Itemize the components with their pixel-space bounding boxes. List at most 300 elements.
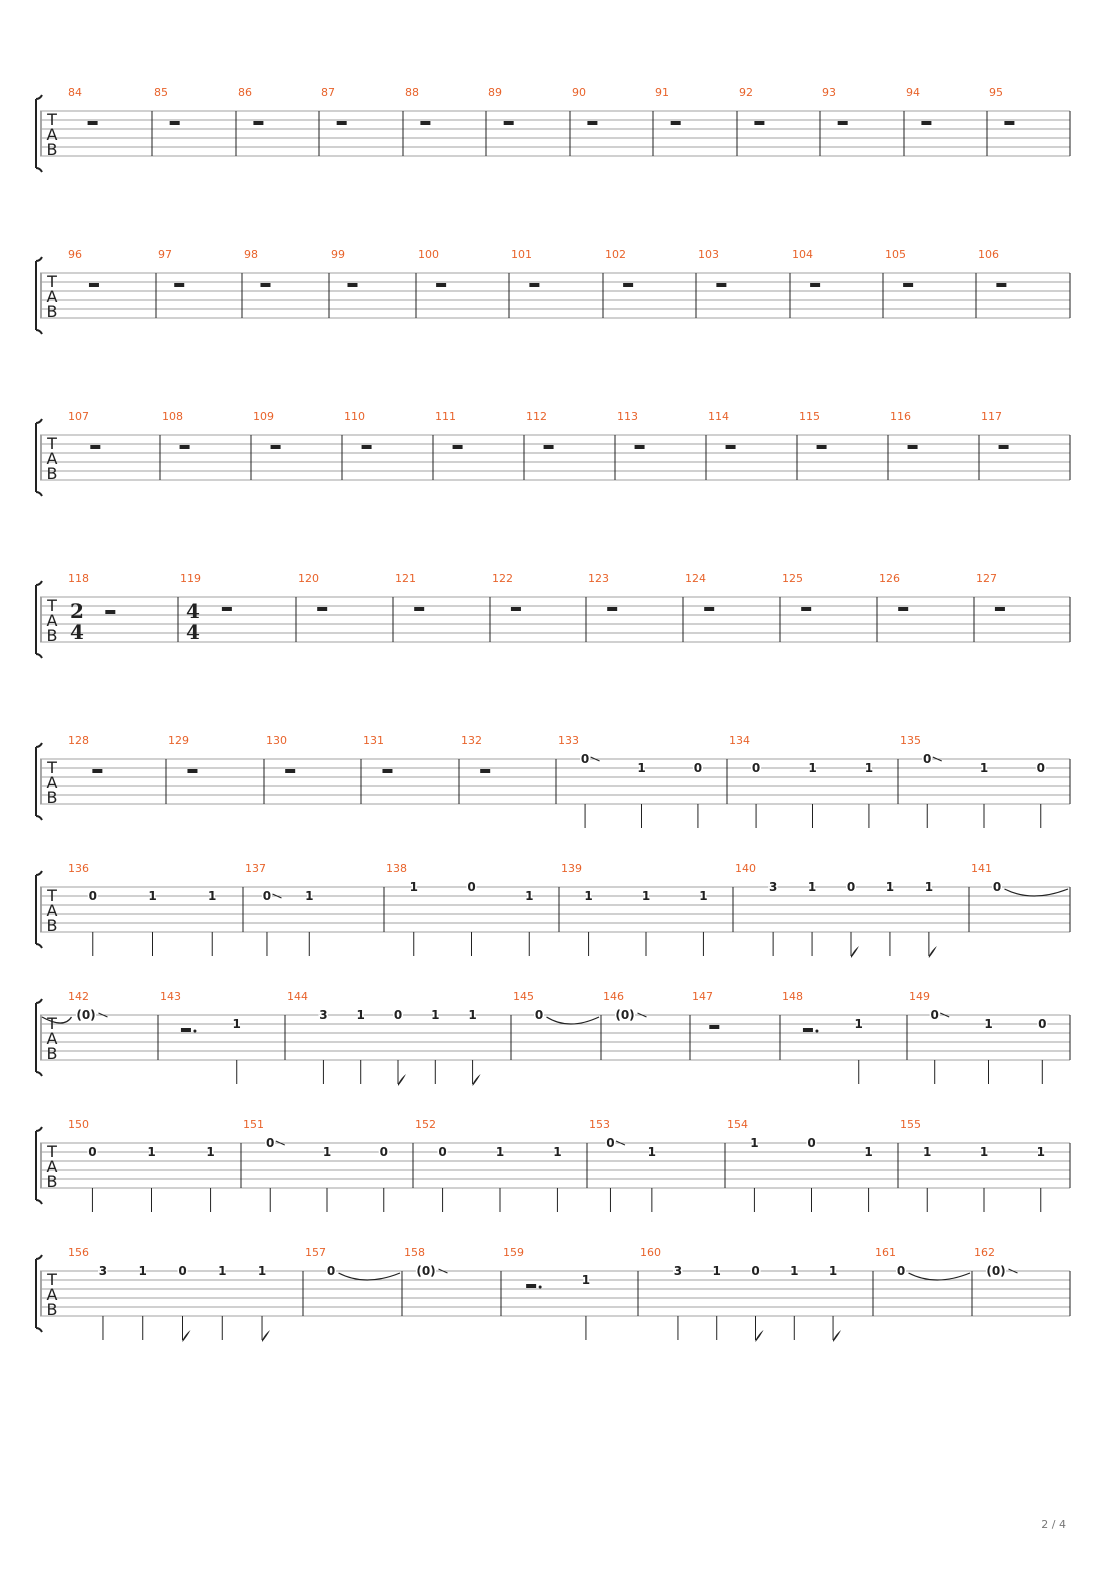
fret-number: 1 bbox=[584, 889, 593, 903]
whole-rest bbox=[801, 607, 811, 611]
fret-number: 1 bbox=[468, 1008, 477, 1022]
whole-rest bbox=[180, 445, 190, 449]
measure bbox=[981, 410, 1009, 449]
tab-clef-letter: A bbox=[46, 1285, 58, 1304]
fret-number: 1 bbox=[984, 1017, 993, 1031]
measure-number: 145 bbox=[513, 990, 534, 1003]
fret-number: (0) bbox=[416, 1264, 436, 1278]
measure bbox=[68, 86, 98, 125]
tie-arc bbox=[339, 1273, 401, 1280]
measure bbox=[617, 410, 645, 449]
measure bbox=[386, 862, 533, 956]
fret-number: 1 bbox=[641, 889, 651, 903]
whole-rest bbox=[480, 769, 490, 773]
fret-number: 0 bbox=[807, 1136, 816, 1150]
measure bbox=[158, 248, 184, 287]
dotted-half-rest bbox=[181, 1028, 191, 1032]
measure-number: 138 bbox=[386, 862, 407, 875]
fret-number: 1 bbox=[147, 1145, 156, 1159]
fret-number: 0 bbox=[467, 880, 476, 894]
measure-number: 123 bbox=[588, 572, 609, 585]
whole-rest bbox=[996, 283, 1006, 287]
time-sig-bottom: 4 bbox=[70, 620, 84, 644]
tab-system bbox=[36, 572, 1070, 658]
measure-number: 98 bbox=[244, 248, 258, 261]
measure-number: 115 bbox=[799, 410, 820, 423]
eighth-flag bbox=[851, 946, 859, 958]
whole-rest bbox=[382, 769, 392, 773]
measure-number: 88 bbox=[405, 86, 419, 99]
fret-number: 0 bbox=[1038, 1017, 1047, 1031]
measure bbox=[735, 862, 937, 958]
whole-rest bbox=[90, 445, 100, 449]
fret-number: (0) bbox=[76, 1008, 96, 1022]
measure bbox=[363, 734, 392, 773]
fret-number: 0 bbox=[992, 880, 1002, 894]
whole-rest bbox=[504, 121, 514, 125]
measure-number: 87 bbox=[321, 86, 335, 99]
measure bbox=[792, 248, 820, 287]
fret-number: 1 bbox=[807, 880, 817, 894]
whole-rest bbox=[587, 121, 597, 125]
measure-number: 114 bbox=[708, 410, 729, 423]
fret-number: 3 bbox=[768, 880, 778, 894]
whole-rest bbox=[260, 283, 270, 287]
tab-clef-letter: B bbox=[46, 788, 58, 807]
measure-number: 134 bbox=[729, 734, 750, 747]
rest-dot bbox=[815, 1030, 818, 1033]
measure-number: 159 bbox=[503, 1246, 524, 1259]
fret-number: (0) bbox=[986, 1264, 1006, 1278]
measure-number: 153 bbox=[589, 1118, 610, 1131]
measure bbox=[782, 990, 863, 1084]
measure bbox=[154, 86, 180, 125]
tab-clef-letter: B bbox=[46, 1044, 58, 1063]
measure-number: 127 bbox=[976, 572, 997, 585]
measure bbox=[253, 410, 281, 449]
tie-arc bbox=[909, 1273, 971, 1280]
whole-rest bbox=[174, 283, 184, 287]
eighth-flag bbox=[262, 1330, 270, 1342]
measure-number: 99 bbox=[331, 248, 345, 261]
tab-clef-letter: T bbox=[47, 110, 57, 129]
tab-system bbox=[36, 734, 1070, 828]
fret-number: 1 bbox=[138, 1264, 147, 1278]
fret-number: 1 bbox=[525, 889, 534, 903]
fret-number: 1 bbox=[409, 880, 418, 894]
tab-clef-letter: B bbox=[46, 464, 58, 483]
measure bbox=[405, 86, 430, 125]
measure-number: 118 bbox=[68, 572, 89, 585]
measure bbox=[989, 86, 1014, 125]
measure-number: 101 bbox=[511, 248, 532, 261]
tab-clef-letter: A bbox=[46, 125, 58, 144]
measure bbox=[692, 990, 719, 1029]
measure bbox=[435, 410, 463, 449]
fret-number: 1 bbox=[712, 1264, 721, 1278]
tab-clef-letter: B bbox=[46, 302, 58, 321]
measure-number: 119 bbox=[180, 572, 201, 585]
whole-rest bbox=[362, 445, 372, 449]
measure bbox=[503, 1246, 590, 1340]
fret-number: 1 bbox=[356, 1008, 365, 1022]
fret-number: 0 bbox=[751, 1264, 760, 1278]
whole-rest bbox=[170, 121, 180, 125]
whole-rest bbox=[453, 445, 463, 449]
whole-rest bbox=[544, 445, 554, 449]
whole-rest bbox=[222, 607, 232, 611]
measure bbox=[68, 862, 216, 956]
measure bbox=[68, 734, 102, 773]
eighth-flag bbox=[833, 1330, 841, 1342]
eighth-flag bbox=[398, 1074, 406, 1086]
measure-number: 133 bbox=[558, 734, 579, 747]
page-number: 2 / 4 bbox=[1041, 1518, 1066, 1531]
tab-clef-letter: B bbox=[46, 916, 58, 935]
time-sig-top: 4 bbox=[186, 599, 200, 623]
measure bbox=[513, 990, 599, 1024]
fret-number: (0) bbox=[615, 1008, 635, 1022]
fret-number: 0 bbox=[606, 1136, 615, 1150]
measure-number: 162 bbox=[974, 1246, 995, 1259]
measure bbox=[526, 410, 554, 449]
measure-number: 144 bbox=[287, 990, 308, 1003]
measure-number: 142 bbox=[68, 990, 89, 1003]
measure-number: 149 bbox=[909, 990, 930, 1003]
fret-number: 1 bbox=[924, 880, 934, 894]
measure-number: 116 bbox=[890, 410, 911, 423]
measure bbox=[885, 248, 913, 287]
measure-number: 151 bbox=[243, 1118, 264, 1131]
measure bbox=[395, 572, 424, 611]
fret-number: 1 bbox=[581, 1273, 591, 1287]
whole-rest bbox=[89, 283, 99, 287]
measure bbox=[461, 734, 490, 773]
measure-number: 157 bbox=[305, 1246, 326, 1259]
measure-number: 93 bbox=[822, 86, 836, 99]
measure bbox=[68, 248, 99, 287]
measure-number: 104 bbox=[792, 248, 813, 261]
whole-rest bbox=[420, 121, 430, 125]
whole-rest bbox=[704, 607, 714, 611]
measure bbox=[160, 990, 241, 1084]
measure bbox=[305, 1246, 400, 1280]
measure bbox=[243, 1118, 388, 1212]
fret-number: 1 bbox=[431, 1008, 440, 1022]
measure bbox=[331, 248, 357, 287]
measure bbox=[890, 410, 918, 449]
whole-rest bbox=[271, 445, 281, 449]
tab-clef-letter: A bbox=[46, 287, 58, 306]
measure bbox=[900, 1118, 1045, 1212]
tab-clef-letter: T bbox=[47, 1142, 57, 1161]
tab-clef-letter: B bbox=[46, 140, 58, 159]
measure bbox=[298, 572, 327, 611]
measure bbox=[906, 86, 931, 125]
whole-rest bbox=[817, 445, 827, 449]
measure-number: 91 bbox=[655, 86, 669, 99]
fret-number: 1 bbox=[979, 1145, 989, 1159]
measure-number: 135 bbox=[900, 734, 921, 747]
tab-system bbox=[36, 1118, 1070, 1212]
tab-clef-letter: B bbox=[46, 626, 58, 645]
measure bbox=[415, 1118, 562, 1212]
measure-number: 139 bbox=[561, 862, 582, 875]
measure-number: 140 bbox=[735, 862, 756, 875]
measure bbox=[729, 734, 873, 828]
whole-rest bbox=[285, 769, 295, 773]
measure bbox=[266, 734, 295, 773]
measure bbox=[978, 248, 1006, 287]
whole-rest bbox=[838, 121, 848, 125]
measure-number: 137 bbox=[245, 862, 266, 875]
fret-number: 0 bbox=[266, 1136, 275, 1150]
measure-number: 148 bbox=[782, 990, 803, 1003]
whole-rest bbox=[92, 769, 102, 773]
measure bbox=[572, 86, 597, 125]
whole-rest bbox=[908, 445, 918, 449]
tab-clef-letter: A bbox=[46, 449, 58, 468]
fret-number: 0 bbox=[580, 752, 590, 766]
measure-number: 146 bbox=[603, 990, 624, 1003]
tab-clef-letter: B bbox=[46, 1172, 58, 1191]
half-rest bbox=[105, 610, 115, 614]
fret-number: 1 bbox=[750, 1136, 759, 1150]
time-sig-bottom: 4 bbox=[186, 620, 200, 644]
measure bbox=[558, 734, 702, 828]
measure bbox=[588, 572, 617, 611]
measure bbox=[605, 248, 633, 287]
measure-number: 150 bbox=[68, 1118, 89, 1131]
whole-rest bbox=[1004, 121, 1014, 125]
tab-system bbox=[36, 248, 1070, 334]
time-sig-top: 2 bbox=[70, 599, 84, 623]
dotted-half-rest bbox=[526, 1284, 536, 1288]
measure-number: 156 bbox=[68, 1246, 89, 1259]
fret-number: 1 bbox=[232, 1017, 241, 1031]
fret-number: 1 bbox=[1036, 1145, 1045, 1159]
whole-rest bbox=[671, 121, 681, 125]
measure bbox=[168, 734, 197, 773]
fret-number: 0 bbox=[88, 889, 97, 903]
measure-number: 97 bbox=[158, 248, 172, 261]
measure-number: 141 bbox=[971, 862, 992, 875]
measure-number: 113 bbox=[617, 410, 638, 423]
tab-clef-letter: A bbox=[46, 1157, 58, 1176]
tab-clef-letter: T bbox=[47, 596, 57, 615]
fret-number: 1 bbox=[854, 1017, 863, 1031]
measure-number: 90 bbox=[572, 86, 586, 99]
measure-number: 158 bbox=[404, 1246, 425, 1259]
fret-number: 0 bbox=[262, 889, 272, 903]
measure-number: 117 bbox=[981, 410, 1002, 423]
measure bbox=[879, 572, 908, 611]
whole-rest bbox=[995, 607, 1005, 611]
whole-rest bbox=[903, 283, 913, 287]
measure-number: 136 bbox=[68, 862, 89, 875]
measure bbox=[68, 410, 100, 449]
measure bbox=[685, 572, 714, 611]
fret-number: 1 bbox=[305, 889, 314, 903]
measure bbox=[511, 248, 539, 287]
measure-number: 84 bbox=[68, 86, 82, 99]
measure bbox=[974, 1246, 1018, 1278]
measure-number: 94 bbox=[906, 86, 920, 99]
tab-clef-letter: A bbox=[46, 901, 58, 920]
measure-number: 106 bbox=[978, 248, 999, 261]
fret-number: 0 bbox=[1036, 761, 1045, 775]
tab-clef-letter: T bbox=[47, 886, 57, 905]
fret-number: 0 bbox=[930, 1008, 939, 1022]
measure bbox=[418, 248, 446, 287]
measure-number: 152 bbox=[415, 1118, 436, 1131]
fret-number: 0 bbox=[693, 761, 703, 775]
measure-number: 109 bbox=[253, 410, 274, 423]
whole-rest bbox=[635, 445, 645, 449]
fret-number: 0 bbox=[846, 880, 856, 894]
whole-rest bbox=[511, 607, 521, 611]
measure bbox=[244, 248, 270, 287]
tab-clef-letter: A bbox=[46, 611, 58, 630]
measure bbox=[799, 410, 827, 449]
fret-number: 0 bbox=[534, 1008, 544, 1022]
whole-rest bbox=[921, 121, 931, 125]
tab-clef-letter: A bbox=[46, 773, 58, 792]
whole-rest bbox=[716, 283, 726, 287]
measure-number: 130 bbox=[266, 734, 287, 747]
tab-clef-letter: B bbox=[46, 1300, 58, 1319]
fret-number: 1 bbox=[885, 880, 895, 894]
whole-rest bbox=[347, 283, 357, 287]
measure-number: 128 bbox=[68, 734, 89, 747]
measure-number: 105 bbox=[885, 248, 906, 261]
fret-number: 0 bbox=[896, 1264, 906, 1278]
fret-number: 1 bbox=[148, 889, 157, 903]
whole-rest bbox=[317, 607, 327, 611]
measure bbox=[68, 1118, 215, 1212]
whole-rest bbox=[999, 445, 1009, 449]
measure bbox=[492, 572, 521, 611]
fret-number: 0 bbox=[326, 1264, 336, 1278]
fret-number: 1 bbox=[808, 761, 817, 775]
measure-number: 122 bbox=[492, 572, 513, 585]
fret-number: 1 bbox=[864, 761, 874, 775]
measure bbox=[782, 572, 811, 611]
eighth-flag bbox=[183, 1330, 191, 1342]
measure-number: 112 bbox=[526, 410, 547, 423]
whole-rest bbox=[436, 283, 446, 287]
measure-number: 155 bbox=[900, 1118, 921, 1131]
measure bbox=[68, 1246, 270, 1342]
fret-number: 0 bbox=[88, 1145, 97, 1159]
fret-number: 1 bbox=[699, 889, 708, 903]
measure-number: 120 bbox=[298, 572, 319, 585]
measure bbox=[640, 1246, 841, 1342]
measure-number: 161 bbox=[875, 1246, 896, 1259]
measure-number: 92 bbox=[739, 86, 753, 99]
fret-number: 3 bbox=[98, 1264, 108, 1278]
fret-number: 1 bbox=[790, 1264, 799, 1278]
tie-arc bbox=[547, 1017, 600, 1024]
whole-rest bbox=[253, 121, 263, 125]
fret-number: 1 bbox=[637, 761, 646, 775]
measure-number: 100 bbox=[418, 248, 439, 261]
tab-system bbox=[36, 1246, 1070, 1342]
measure bbox=[404, 1246, 448, 1278]
measure-number: 110 bbox=[344, 410, 365, 423]
measure-number: 107 bbox=[68, 410, 89, 423]
measure bbox=[321, 86, 347, 125]
fret-number: 3 bbox=[319, 1008, 328, 1022]
measure bbox=[162, 410, 190, 449]
fret-number: 1 bbox=[206, 1145, 215, 1159]
measure bbox=[900, 734, 1045, 828]
fret-number: 1 bbox=[218, 1264, 227, 1278]
tab-system bbox=[36, 410, 1070, 496]
measure-number: 95 bbox=[989, 86, 1003, 99]
fret-number: 1 bbox=[979, 761, 989, 775]
fret-number: 1 bbox=[322, 1145, 332, 1159]
whole-rest bbox=[623, 283, 633, 287]
eighth-flag bbox=[929, 946, 937, 958]
fret-number: 0 bbox=[393, 1008, 403, 1022]
tab-clef-letter: T bbox=[47, 1014, 57, 1033]
measure bbox=[589, 1118, 656, 1212]
measure-number: 126 bbox=[879, 572, 900, 585]
measure-number: 111 bbox=[435, 410, 456, 423]
rest-dot bbox=[193, 1030, 196, 1033]
fret-number: 1 bbox=[553, 1145, 562, 1159]
whole-rest bbox=[88, 121, 98, 125]
whole-rest bbox=[898, 607, 908, 611]
fret-number: 3 bbox=[673, 1264, 683, 1278]
tab-clef-letter: T bbox=[47, 1270, 57, 1289]
whole-rest bbox=[414, 607, 424, 611]
measure bbox=[488, 86, 514, 125]
measure bbox=[708, 410, 736, 449]
measure-number: 86 bbox=[238, 86, 252, 99]
fret-number: 0 bbox=[923, 752, 932, 766]
measure-number: 103 bbox=[698, 248, 719, 261]
measure-number: 125 bbox=[782, 572, 803, 585]
measure-number: 132 bbox=[461, 734, 482, 747]
whole-rest bbox=[726, 445, 736, 449]
fret-number: 1 bbox=[864, 1145, 873, 1159]
eighth-flag bbox=[756, 1330, 764, 1342]
measure-number: 154 bbox=[727, 1118, 748, 1131]
tab-system bbox=[36, 86, 1070, 172]
measure bbox=[603, 990, 647, 1022]
whole-rest bbox=[607, 607, 617, 611]
fret-number: 1 bbox=[257, 1264, 267, 1278]
measure-number: 121 bbox=[395, 572, 416, 585]
fret-number: 1 bbox=[495, 1145, 505, 1159]
tab-clef-letter: T bbox=[47, 758, 57, 777]
measure bbox=[698, 248, 726, 287]
whole-rest bbox=[187, 769, 197, 773]
rest-dot bbox=[539, 1286, 542, 1289]
fret-number: 0 bbox=[751, 761, 761, 775]
fret-number: 0 bbox=[438, 1145, 447, 1159]
measure-number: 147 bbox=[692, 990, 713, 1003]
dotted-half-rest bbox=[803, 1028, 813, 1032]
measure bbox=[971, 862, 1068, 896]
whole-rest bbox=[709, 1025, 719, 1029]
measure-number: 85 bbox=[154, 86, 168, 99]
measure-number: 102 bbox=[605, 248, 626, 261]
measure-number: 124 bbox=[685, 572, 706, 585]
fret-number: 1 bbox=[647, 1145, 657, 1159]
